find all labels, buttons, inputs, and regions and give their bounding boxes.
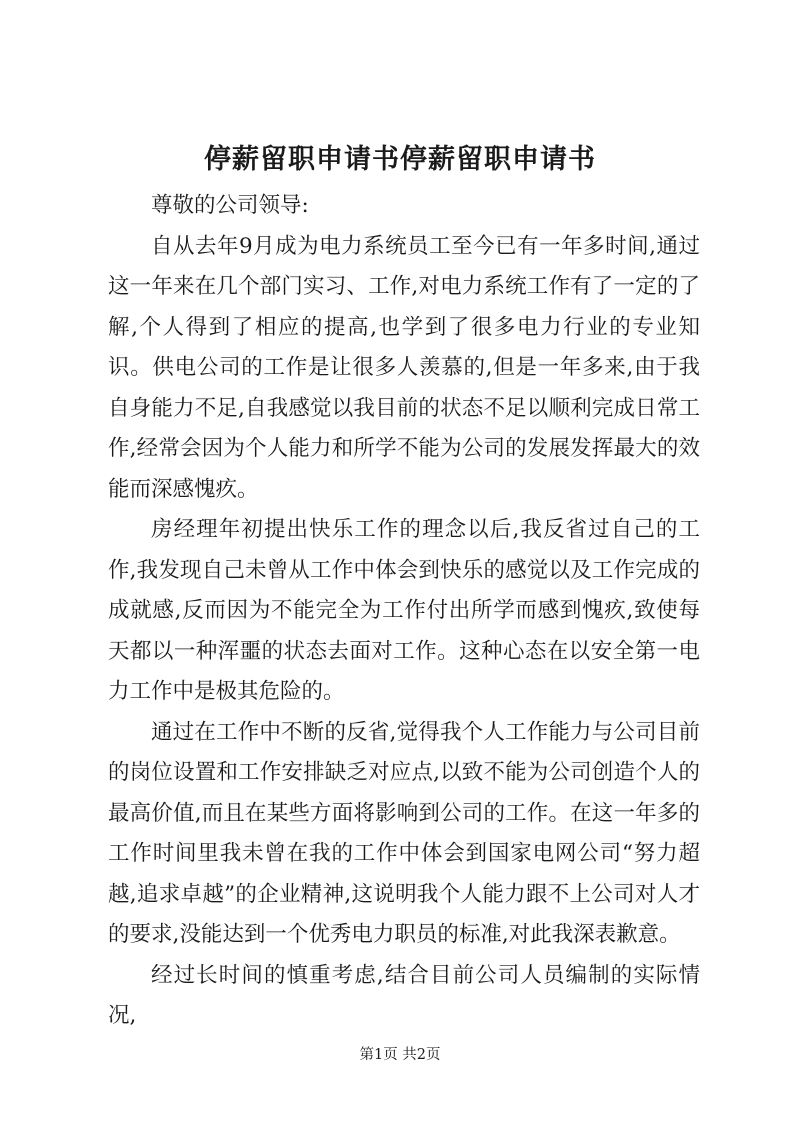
paragraph-3: 通过在工作中不断的反省,觉得我个人工作能力与公司目前的岗位设置和工作安排缺乏对应点,以致不能为公司创造个人的最高价值,而且在某些方面将影响到公司的工作。在这一年多的工作时间里我未曾在我的工作中体会到国家电网公司“努力超越,追求卓越”的企业精神,这说明我个人能力跟不上公司对人才的要求,没能达到一个优秀电力职员的标准,对此我深表歉意。 xyxy=(108,719,700,947)
paragraph-4: 经过长时间的慎重考虑,结合目前公司人员编制的实际情况, xyxy=(108,962,700,1028)
document-body xyxy=(108,186,700,1037)
paragraph-2: 房经理年初提出快乐工作的理念以后,我反省过自己的工作,我发现自己未曾从工作中体会到快乐的感觉以及工作完成的成就感,反而因为不能完全为工作付出所学而感到愧疚,致使每天都以一种浑噩的状态去面对工作。这种心态在以安全第一电力工作中是极其危险的。 xyxy=(108,517,700,704)
page-footer: 第1页 共2页 xyxy=(359,1047,441,1063)
salutation: 尊敬的公司领导: xyxy=(151,193,309,218)
document-title: 停薪留职申请书停薪留职申请书 xyxy=(204,144,596,175)
paragraph-1: 自从去年9月成为电力系统员工至今已有一年多时间,通过这一年来在几个部门实习、工作,对电力系统工作有了一定的了解,个人得到了相应的提高,也学到了很多电力行业的专业知识。供电公司的工作是让很多人羡慕的,但是一年多来,由于我自身能力不足,自我感觉以我目前的状态不足以顺利完成日常工作,经常会因为个人能力和所学不能为公司的发展发挥最大的效能而深感愧疚。 xyxy=(108,233,700,502)
